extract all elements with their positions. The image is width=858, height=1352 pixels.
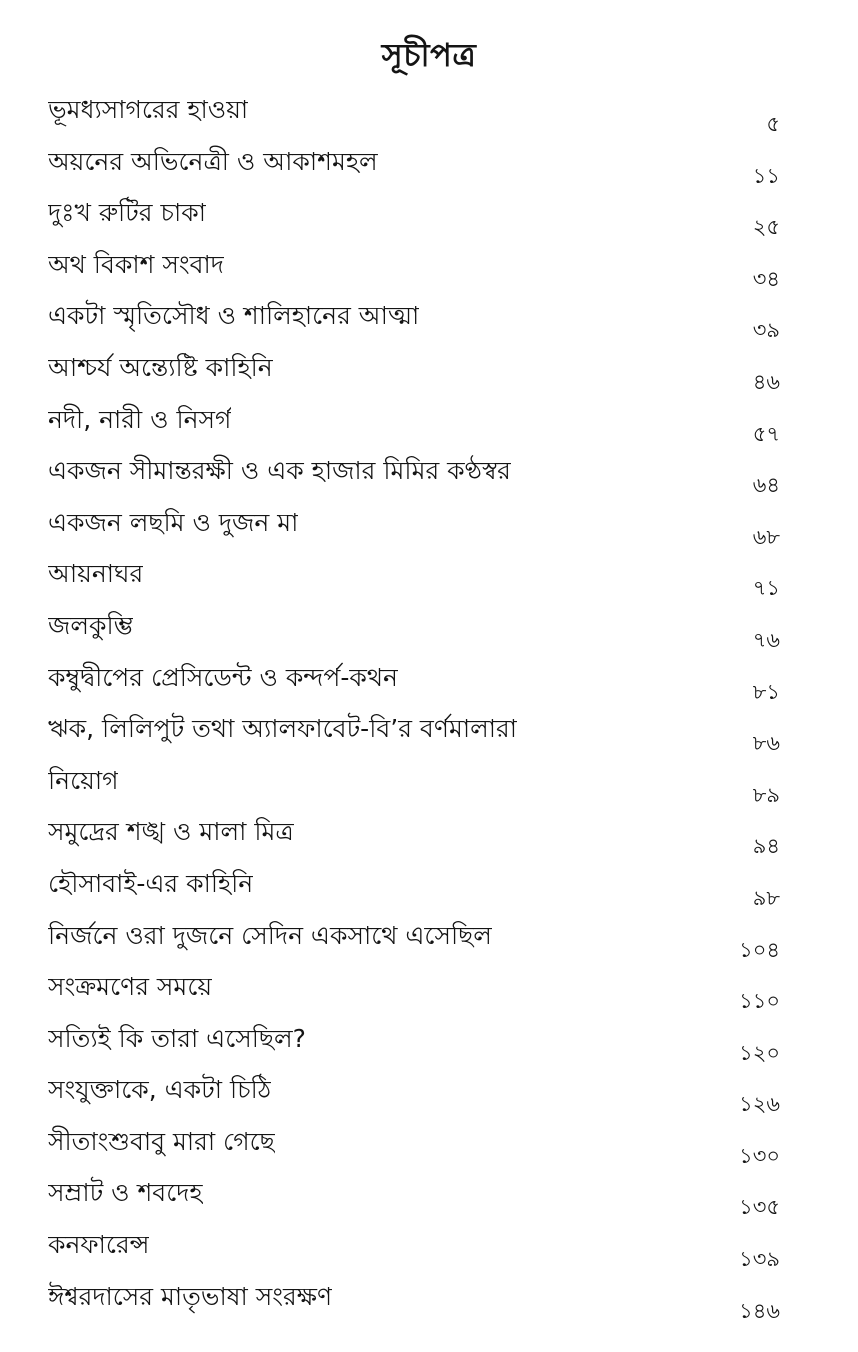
toc-entry-title: অয়নের অভিনেত্রী ও আকাশমহল bbox=[48, 146, 378, 176]
toc-entry-page-number: ১২০ bbox=[739, 1040, 780, 1065]
toc-entry-page-number: ৮৯ bbox=[752, 782, 780, 807]
toc-entry bbox=[0, 961, 858, 1013]
toc-entry-page-number: ২৫ bbox=[752, 215, 780, 240]
toc-entry bbox=[0, 84, 858, 136]
toc-entry-page-number: ৮৬ bbox=[752, 731, 780, 756]
toc-entry-page-number: ১১ bbox=[752, 163, 780, 188]
toc-entry-page-number: ৮১ bbox=[752, 679, 780, 704]
toc-entry-page-number: ৬৪ bbox=[752, 473, 780, 498]
toc-entry-title: দুঃখ রুটির চাকা bbox=[48, 198, 206, 228]
toc-entry bbox=[0, 187, 858, 239]
toc-entry-title: একজন লছমি ও দুজন মা bbox=[48, 507, 299, 537]
toc-entry-page-number: ৯৮ bbox=[752, 885, 780, 910]
toc-entry bbox=[0, 910, 858, 962]
toc-entry bbox=[0, 445, 858, 497]
toc-list bbox=[0, 84, 858, 1322]
toc-entry bbox=[0, 1219, 858, 1271]
toc-entry-title: আয়নাঘর bbox=[48, 559, 144, 589]
page-title: সূচীপত্র bbox=[381, 36, 477, 74]
toc-entry-page-number: ১২৬ bbox=[739, 1092, 780, 1117]
toc-entry-title: সীতাংশুবাবু মারা গেছে bbox=[48, 1126, 275, 1156]
toc-entry-page-number: ৯৪ bbox=[752, 834, 780, 859]
toc-entry-title: কনফারেন্স bbox=[48, 1230, 150, 1260]
toc-entry bbox=[0, 239, 858, 291]
toc-entry-title: নদী, নারী ও নিসর্গ bbox=[48, 404, 232, 434]
toc-entry-page-number: ৩৯ bbox=[752, 318, 780, 343]
toc-entry bbox=[0, 1064, 858, 1116]
toc-entry bbox=[0, 806, 858, 858]
toc-entry-title: নির্জনে ওরা দুজনে সেদিন একসাথে এসেছিল bbox=[48, 920, 492, 950]
toc-entry bbox=[0, 1116, 858, 1168]
toc-entry-title: একটা স্মৃতিসৌধ ও শালিহানের আত্মা bbox=[48, 301, 420, 331]
toc-entry bbox=[0, 652, 858, 704]
toc-entry bbox=[0, 497, 858, 549]
toc-entry-page-number: ৪৬ bbox=[752, 369, 780, 394]
toc-entry-title: একজন সীমান্তরক্ষী ও এক হাজার মিমির কণ্ঠস্বর bbox=[48, 456, 511, 486]
toc-entry-page-number: ৬৮ bbox=[752, 524, 780, 549]
toc-entry-page-number: ১৩৯ bbox=[739, 1247, 780, 1272]
toc-entry bbox=[0, 858, 858, 910]
toc-entry bbox=[0, 290, 858, 342]
toc-entry-title: ঋক, লিলিপুট তথা অ্যালফাবেট-বি’র বর্ণমালারা bbox=[48, 714, 517, 744]
toc-entry-page-number: ৭৬ bbox=[752, 627, 780, 652]
toc-entry-title: কম্বুদ্বীপের প্রেসিডেন্ট ও কন্দর্প-কথন bbox=[48, 662, 398, 692]
toc-entry bbox=[0, 1167, 858, 1219]
toc-entry-title: আশ্চর্য অন্ত্যেষ্টি কাহিনি bbox=[48, 352, 273, 382]
toc-entry-page-number: ৩৪ bbox=[752, 266, 780, 291]
toc-entry-title: জলকুম্ভি bbox=[48, 610, 134, 640]
toc-entry bbox=[0, 600, 858, 652]
toc-entry-title: ভূমধ্যসাগরের হাওয়া bbox=[48, 95, 249, 124]
toc-entry-page-number: ১০৪ bbox=[739, 937, 780, 962]
toc-entry-title: হৌসাবাই-এর কাহিনি bbox=[48, 868, 254, 898]
toc-entry-title: অথ বিকাশ সংবাদ bbox=[48, 249, 224, 279]
toc-entry bbox=[0, 1013, 858, 1065]
toc-entry bbox=[0, 136, 858, 188]
toc-entry-page-number: ১১০ bbox=[739, 989, 780, 1014]
toc-entry bbox=[0, 755, 858, 807]
toc-entry bbox=[0, 703, 858, 755]
toc-entry bbox=[0, 342, 858, 394]
toc-entry bbox=[0, 394, 858, 446]
toc-entry-page-number: ৫৭ bbox=[752, 421, 780, 446]
toc-entry-title: সত্যিই কি তারা এসেছিল? bbox=[48, 1023, 306, 1053]
toc-entry-page-number: ১৩৫ bbox=[739, 1195, 780, 1220]
toc-entry-page-number: ১৩০ bbox=[739, 1143, 780, 1168]
toc-entry-title: সম্রাট ও শবদেহ bbox=[48, 1178, 203, 1208]
toc-entry-title: ঈশ্বরদাসের মাতৃভাষা সংরক্ষণ bbox=[48, 1281, 333, 1311]
toc-entry-page-number: ৭১ bbox=[752, 576, 780, 601]
toc-entry bbox=[0, 548, 858, 600]
toc-entry-title: নিয়োগ bbox=[48, 765, 119, 795]
toc-entry-title: সংক্রমণের সময়ে bbox=[48, 972, 213, 1002]
toc-entry-title: সংযুক্তাকে, একটা চিঠি bbox=[48, 1075, 272, 1105]
toc-entry bbox=[0, 1271, 858, 1323]
toc-entry-page-number: ৫ bbox=[766, 112, 780, 136]
toc-entry-title: সমুদ্রের শঙ্খ ও মালা মিত্র bbox=[48, 817, 294, 847]
toc-entry-page-number: ১৪৬ bbox=[739, 1298, 780, 1323]
